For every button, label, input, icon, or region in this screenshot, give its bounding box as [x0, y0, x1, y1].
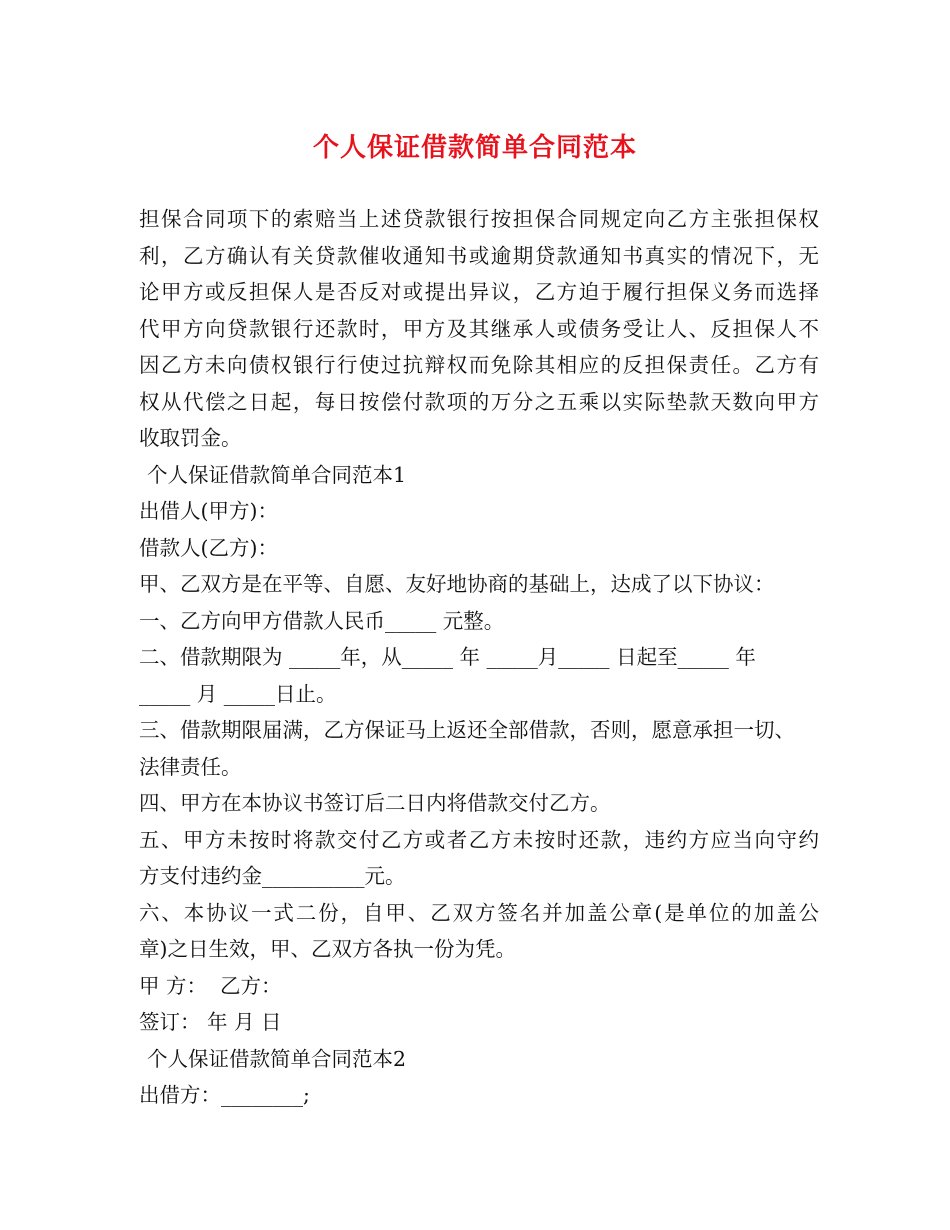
clause-4: 四、甲方在本协议书签订后二日内将借款交付乙方。	[139, 791, 611, 815]
agreement-intro: 甲、乙双方是在平等、自愿、友好地协商的基础上，达成了以下协议：	[139, 572, 775, 596]
paragraph-line: 代甲方向贷款银行还款时，甲方及其继承人或债务受让人、反担保人不	[139, 316, 819, 341]
paragraph-line: 利，乙方确认有关贷款催收通知书或逾期贷款通知书真实的情况下，无	[139, 243, 819, 268]
clause-5-line-1: 五、甲方未按时将款交付乙方或者乙方未按时还款，违约方应当向守约	[139, 827, 819, 852]
clause-2-line-1: 二、借款期限为 _____年，从_____ 年 _____月_____ 日起至_____ 年	[139, 645, 756, 669]
lender-2-line: 出借方：________;	[139, 1083, 310, 1107]
paragraph-line: 担保合同项下的索赔当上述贷款银行按担保合同规定向乙方主张担保权	[139, 207, 819, 231]
paragraph-line: 权从代偿之日起，每日按偿付款项的万分之五乘以实际垫款天数向甲方	[139, 389, 819, 414]
paragraph-line: 因乙方未向债权银行行使过抗辩权而免除其相应的反担保责任。乙方有	[139, 353, 819, 377]
clause-3-line-2: 法律责任。	[139, 754, 242, 779]
borrower-line: 借款人(乙方)：	[139, 535, 278, 560]
clause-1: 一、乙方向甲方借款人民币_____ 元整。	[139, 608, 505, 633]
clause-6-line-2: 章)之日生效，甲、乙双方各执一份为凭。	[139, 937, 516, 961]
clause-3-line-1: 三、借款期限届满，乙方保证马上返还全部借款，否则，愿意承担一切、	[139, 718, 795, 742]
paragraph-line: 论甲方或反担保人是否反对或提出异议，乙方迫于履行担保义务而选择	[139, 280, 819, 304]
clause-6-line-1: 六、本协议一式二份，自甲、乙双方签名并加盖公章(是单位的加盖公	[139, 900, 819, 925]
page-title: 个人保证借款简单合同范本	[312, 133, 637, 163]
document-body	[139, 201, 819, 1114]
section-heading-1: 个人保证借款简单合同范本1	[147, 462, 407, 487]
clause-2-line-2: _____ 月 _____日止。	[139, 681, 337, 706]
section-heading-2: 个人保证借款简单合同范本2	[147, 1046, 407, 1071]
signing-line: 签订： 年 月 日	[139, 1010, 282, 1034]
paragraph-line: 收取罚金。	[139, 426, 242, 450]
lender-line: 出借人(甲方)：	[139, 499, 278, 523]
parties-line: 甲 方： 乙方：	[139, 973, 282, 998]
clause-5-line-2: 方支付违约金__________元。	[139, 864, 406, 888]
